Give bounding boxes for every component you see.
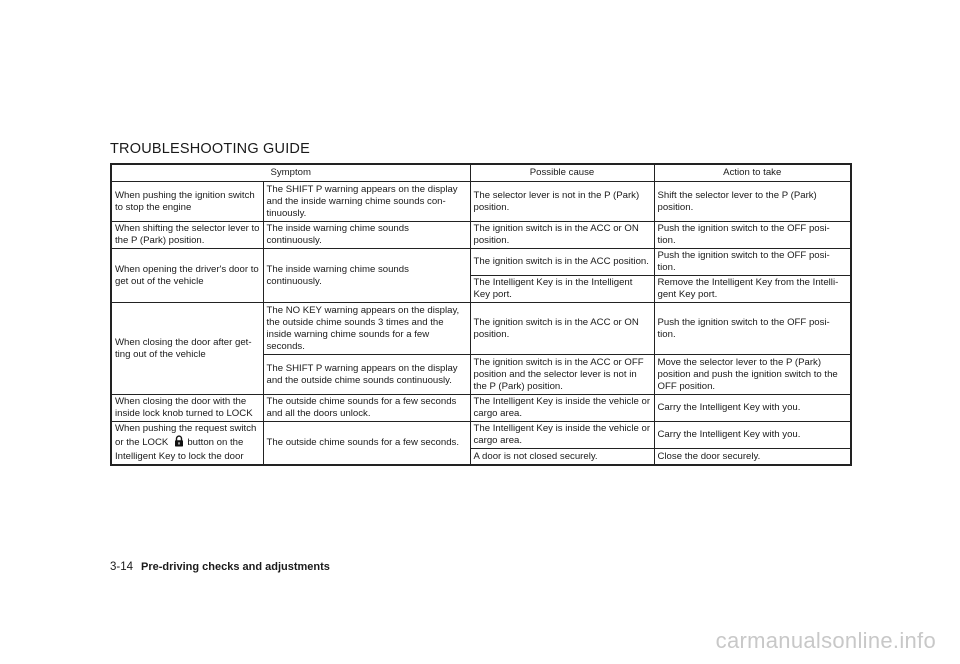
action-cell: Carry the Intelligent Key with you. [654, 395, 851, 422]
symptom-detail-cell: The inside warning chime sounds continuously. [263, 222, 470, 249]
troubleshooting-table [110, 163, 852, 466]
symptom-detail-cell: The outside chime sounds for a few seconds and all the doors unlock. [263, 395, 470, 422]
action-cell: Remove the Intelligent Key from the Intelli-gent Key port. [654, 276, 851, 303]
action-cell: Push the ignition switch to the OFF posi-tion. [654, 249, 851, 276]
lock-icon [174, 435, 184, 451]
cause-cell: The ignition switch is in the ACC position. [470, 249, 654, 276]
page-footer [110, 561, 330, 573]
header-action: Action to take [654, 164, 851, 182]
symptom-cell: When opening the driver's door to get out of the vehicle [111, 249, 263, 303]
cause-cell: The Intelligent Key is inside the vehicle or cargo area. [470, 422, 654, 449]
action-cell: Push the ignition switch to the OFF posi-tion. [654, 303, 851, 355]
page-number: 3-14 [110, 561, 134, 573]
action-cell: Move the selector lever to the P (Park) position and push the ignition switch to the OFF position. [654, 355, 851, 395]
symptom-detail-cell: The NO KEY warning appears on the display, the outside chime sounds 3 times and the inside warning chime sounds for a few seconds. [263, 303, 470, 355]
symptom-detail-cell: The SHIFT P warning appears on the display and the outside chime sounds continuously. [263, 355, 470, 395]
cause-cell: A door is not closed securely. [470, 449, 654, 465]
symptom-cell: When closing the door after get-ting out of the vehicle [111, 303, 263, 395]
symptom-detail-cell: The SHIFT P warning appears on the display and the inside warning chime sounds con-tinuously. [263, 182, 470, 222]
table-row [111, 182, 851, 222]
page-title: TROUBLESHOOTING GUIDE [110, 141, 310, 157]
symptom-cell: When pushing the ignition switch to stop the engine [111, 182, 263, 222]
symptom-text-part-2: button on the Intelligent Key to lock the door [115, 437, 244, 462]
header-possible-cause: Possible cause [470, 164, 654, 182]
symptom-text-part-1: When pushing the request switch or the LOCK [115, 423, 257, 448]
section-title: Pre-driving checks and adjustments [141, 561, 330, 573]
symptom-detail-cell: The inside warning chime sounds continuously. [263, 249, 470, 303]
cause-cell: The ignition switch is in the ACC or ON position. [470, 303, 654, 355]
action-cell: Push the ignition switch to the OFF posi-tion. [654, 222, 851, 249]
table-row [111, 303, 851, 355]
header-symptom: Symptom [111, 164, 470, 182]
symptom-cell: When shifting the selector lever to the P (Park) position. [111, 222, 263, 249]
symptom-cell: When closing the door with the inside lock knob turned to LOCK [111, 395, 263, 422]
symptom-cell [111, 422, 263, 466]
table-row [111, 249, 851, 276]
action-cell: Carry the Intelligent Key with you. [654, 422, 851, 449]
table-header-row [111, 164, 851, 182]
table-row [111, 395, 851, 422]
cause-cell: The ignition switch is in the ACC or ON position. [470, 222, 654, 249]
cause-cell: The Intelligent Key is inside the vehicle or cargo area. [470, 395, 654, 422]
table-row [111, 422, 851, 449]
watermark: carmanualsonline.info [715, 628, 936, 653]
symptom-detail-cell: The outside chime sounds for a few seconds. [263, 422, 470, 466]
table-row [111, 222, 851, 249]
cause-cell: The ignition switch is in the ACC or OFF position and the selector lever is not in the P (Park) position. [470, 355, 654, 395]
cause-cell: The Intelligent Key is in the Intelligent Key port. [470, 276, 654, 303]
action-cell: Shift the selector lever to the P (Park) position. [654, 182, 851, 222]
cause-cell: The selector lever is not in the P (Park) position. [470, 182, 654, 222]
action-cell: Close the door securely. [654, 449, 851, 465]
